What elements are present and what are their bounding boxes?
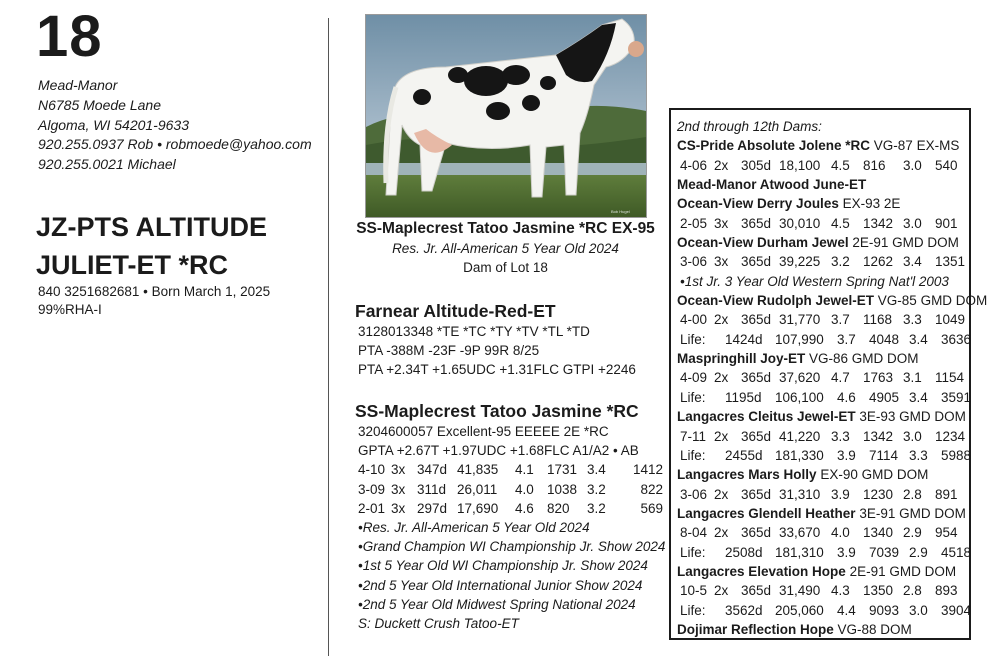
dam-record-row-cell: 3x: [391, 481, 406, 497]
dam-ancestor: [677, 136, 987, 155]
dam-ancestor-record-cell: 4-00: [680, 312, 708, 328]
dam-record-row-cell: 3.4: [587, 462, 606, 478]
dam-ancestor-record-cell: 4.5: [831, 157, 850, 173]
dam-record-row-cell: 297d: [417, 500, 448, 516]
dam-ancestor-record: [677, 485, 987, 504]
dam-ancestor-record: [677, 523, 987, 542]
dam-ancestor-lifetime: [677, 601, 987, 620]
dam-ancestor-record-cell: 3.4: [903, 254, 922, 270]
dam-ancestor-record-cell: 3.0: [903, 215, 922, 231]
dam-ancestor-lifetime: [677, 543, 987, 562]
dam-ancestor-lifetime-cell: 3636: [941, 331, 972, 347]
dam-ancestor-record-cell: 3.2: [831, 254, 850, 270]
dam-ancestor-record-cell: 3x: [714, 215, 729, 231]
dam-ancestor-lifetime-cell: 2.9: [909, 544, 928, 560]
dam-record-row-cell: 311d: [417, 481, 447, 497]
dam-ancestor-lifetime-cell: 3.9: [837, 447, 856, 463]
dam-ancestor-lifetime-cell: 4.4: [837, 602, 856, 618]
photo-caption-title: SS-Maplecrest Tatoo Jasmine *RC EX-95: [356, 220, 655, 237]
dam-ancestor-record-cell: 31,310: [779, 486, 821, 502]
dam-ancestor-record-cell: 1230: [863, 486, 894, 502]
dam-ancestor-record-cell: 10-5: [680, 583, 708, 599]
dam-ancestor: [677, 175, 987, 194]
dam-ancestor-record-cell: 3.9: [831, 486, 850, 502]
dam-record-row-cell: 569: [640, 500, 663, 516]
animal-name-line-2: JULIET-ET *RC: [36, 250, 229, 280]
dam-ancestor-record: [677, 252, 987, 271]
dam-ancestor-record-cell: 365d: [741, 486, 772, 502]
dam-ancestor-name: Mead-Manor Atwood June-ET: [677, 177, 867, 193]
dam-ancestor-record: [677, 581, 987, 600]
dam-ancestor-record-cell: 4.0: [831, 525, 850, 541]
dam-ancestor-record-cell: 31,770: [779, 312, 821, 328]
dams-header: 2nd through 12th Dams:: [677, 119, 822, 134]
dam-ancestor-record-cell: 4.5: [831, 215, 850, 231]
dam-ancestor-record-cell: 1342: [863, 215, 894, 231]
dam-ancestor-classification: VG-85 GMD DOM: [874, 293, 988, 309]
dam-record-row-cell: 4.6: [515, 500, 534, 516]
cow-photo-illustration: [366, 15, 646, 217]
dam-ancestor-record-cell: 365d: [741, 525, 772, 541]
dam-ancestor-lifetime: [677, 388, 987, 407]
dam-ancestor-record-cell: 4-09: [680, 370, 708, 386]
dam-ancestor-record-cell: 37,620: [779, 370, 821, 386]
dam-ancestor-lifetime-cell: 1424d: [725, 331, 763, 347]
dam-record-row-cell: 3x: [391, 462, 406, 478]
dam-ancestor-lifetime-cell: 3.7: [837, 331, 856, 347]
dam-ancestor-record-cell: 365d: [741, 583, 772, 599]
dam-record-row-cell: 4-10: [358, 462, 386, 478]
dam-detail-line: 3204600057 Excellent-95 EEEEE 2E *RC: [358, 424, 609, 439]
dam-ancestor-record-cell: 1234: [935, 428, 966, 444]
dam-ancestor-record-cell: 954: [935, 525, 958, 541]
dam-ancestor-lifetime-cell: 7039: [869, 544, 900, 560]
dam-ancestor-lifetime-cell: 107,990: [775, 331, 824, 347]
consignor-farm: Mead-Manor: [38, 77, 118, 93]
consignor-phone-email[interactable]: 920.255.0937 Rob • robmoede@yahoo.com: [38, 136, 312, 153]
dam-ancestor-record-cell: 3-06: [680, 254, 708, 270]
dam-record-row-cell: 3.2: [587, 500, 606, 516]
dam-ancestor-record-cell: 3.3: [831, 428, 850, 444]
sire-name: Farnear Altitude-Red-ET: [355, 301, 556, 321]
dam-ancestor-record-cell: 1763: [863, 370, 894, 386]
dam-ancestor-name: Maspringhill Joy-ET: [677, 351, 806, 367]
dam-record-row-cell: 1412: [632, 462, 663, 478]
sire-detail-line: PTA +2.34T +1.65UDC +1.31FLC GTPI +2246: [358, 362, 636, 378]
dam-ancestor-name: Langacres Mars Holly: [677, 467, 817, 483]
dam-ancestor-record-cell: 1154: [935, 370, 965, 386]
dam-ancestor-classification: 2E-91 GMD DOM: [848, 235, 959, 251]
dam-ancestor-record-cell: 3-06: [680, 486, 708, 502]
dam-ancestor: [677, 465, 987, 484]
dam-ancestor-lifetime-cell: 3.4: [909, 389, 928, 405]
dam-ancestor-name: Ocean-View Durham Jewel: [677, 235, 849, 251]
dam-sire: S: Duckett Crush Tatoo-ET: [358, 616, 519, 632]
dam-ancestor-lifetime-cell: Life:: [680, 602, 706, 618]
dam-ancestor-record-cell: 3.0: [903, 157, 922, 173]
dam-ancestor-lifetime-cell: 2455d: [725, 447, 763, 463]
dam-ancestor-record-cell: 2x: [714, 486, 729, 502]
dam-ancestor-record: [677, 310, 987, 329]
dam-ancestor-record-cell: 365d: [741, 428, 772, 444]
dam-record-row-cell: 1038: [547, 481, 578, 497]
dam-ancestor-record-cell: 41,220: [779, 428, 821, 444]
dam-record-row-cell: 3-09: [358, 481, 386, 497]
animal-name-line-1: JZ-PTS ALTITUDE: [36, 212, 267, 242]
dam-record-row-cell: 1731: [547, 462, 578, 478]
dam-ancestor-lifetime-cell: 205,060: [775, 602, 824, 618]
dam-ancestor-record-cell: 2x: [714, 525, 729, 541]
dam-ancestor-record-cell: 1049: [935, 312, 966, 328]
dam-ancestor-record-cell: 2x: [714, 312, 729, 328]
dam-ancestor-record-cell: 365d: [741, 254, 772, 270]
dam-ancestor-lifetime-cell: 3.0: [909, 602, 928, 618]
dams-pedigree-list: [677, 117, 987, 639]
dam-honor: •Res. Jr. All-American 5 Year Old 2024: [358, 520, 590, 536]
dam-honor: •1st 5 Year Old WI Championship Jr. Show 2024: [358, 558, 648, 574]
dam-ancestor-name: Langacres Cleitus Jewel-ET: [677, 409, 856, 425]
dam-ancestor-record-cell: 2x: [714, 370, 729, 386]
dam-ancestor-record-cell: 18,100: [779, 157, 821, 173]
dam-ancestor-lifetime-cell: 9093: [869, 602, 900, 618]
dam-ancestor-lifetime-cell: 3.4: [909, 331, 928, 347]
photo-caption-award: Res. Jr. All-American 5 Year Old 2024: [392, 241, 619, 256]
dam-ancestor-record: [677, 368, 987, 387]
dam-record-row: [358, 480, 665, 499]
photo-caption-dam-of: Dam of Lot 18: [463, 260, 548, 275]
dam-ancestor-lifetime-cell: 181,310: [775, 544, 824, 560]
dam-ancestor-record-cell: 33,670: [779, 525, 821, 541]
photographer-credit: Bob Hugel: [611, 209, 630, 214]
dam-ancestor-lifetime: [677, 446, 987, 465]
dam-ancestor-record: [677, 214, 987, 233]
dam-ancestor-lifetime-cell: 7114: [869, 447, 899, 463]
dam-ancestor-lifetime-cell: 4.6: [837, 389, 856, 405]
dam-ancestor-record-cell: 365d: [741, 215, 772, 231]
dam-ancestor-lifetime-cell: 4518: [941, 544, 972, 560]
dam-ancestor-lifetime: [677, 330, 987, 349]
sire-block: [355, 300, 636, 380]
dam-block: [355, 400, 665, 633]
dam-ancestor-record-cell: 4.7: [831, 370, 850, 386]
consignor-address: [38, 76, 312, 175]
dam-record-row-cell: 820: [547, 500, 570, 516]
dam-ancestor-lifetime-cell: Life:: [680, 331, 706, 347]
dam-ancestor-record-cell: 891: [935, 486, 958, 502]
dam-ancestor-classification: VG-86 GMD DOM: [805, 351, 919, 367]
dam-ancestor-record-cell: 3.1: [903, 370, 922, 386]
sire-details: [358, 322, 636, 380]
dam-record-row-cell: 4.0: [515, 481, 534, 497]
dam-ancestor-record: [677, 156, 987, 175]
dam-ancestor-classification: EX-93 2E: [838, 196, 901, 212]
dam-ancestor-record-cell: 2x: [714, 157, 729, 173]
dam-ancestor: [677, 407, 987, 426]
dam-ancestor-lifetime-cell: 3562d: [725, 602, 763, 618]
sire-detail-line: 3128013348 *TE *TC *TY *TV *TL *TD: [358, 324, 590, 339]
dam-ancestor-lifetime-cell: Life:: [680, 544, 706, 560]
dam-ancestor-record-cell: 1168: [863, 312, 893, 328]
dam-record-row-cell: 17,690: [457, 500, 499, 516]
dam-ancestor-record-cell: 2x: [714, 428, 729, 444]
dam-ancestor-lifetime-cell: 181,330: [775, 447, 824, 463]
dam-ancestor-name: CS-Pride Absolute Jolene *RC: [677, 138, 871, 154]
consignor-phone-2: 920.255.0021 Michael: [38, 156, 176, 173]
dam-ancestor-lifetime-cell: 3591: [941, 389, 972, 405]
dam-name: SS-Maplecrest Tatoo Jasmine *RC: [355, 401, 639, 421]
dam-ancestor-record-cell: 540: [935, 157, 958, 173]
dam-ancestor-record-cell: 2x: [714, 583, 729, 599]
dam-ancestor-classification: 3E-93 GMD DOM: [855, 409, 966, 425]
dam-photo: [365, 14, 647, 218]
dam-ancestor-record-cell: 365d: [741, 312, 772, 328]
dam-ancestor-record-cell: 3.0: [903, 428, 922, 444]
dam-ancestor-name: Langacres Elevation Hope: [677, 563, 846, 579]
animal-id-birthdate: 840 3251682681 • Born March 1, 2025: [38, 284, 271, 299]
animal-rha: 99%RHA-I: [38, 302, 102, 317]
dam-ancestor-classification: EX-90 GMD DOM: [816, 467, 929, 483]
photo-caption: [349, 219, 662, 277]
dam-ancestor: [677, 194, 987, 213]
dam-ancestor-record-cell: 365d: [741, 370, 772, 386]
dam-ancestor-record-cell: 8-04: [680, 525, 708, 541]
dam-record-row-cell: 3.2: [587, 481, 606, 497]
dam-record-row-cell: 347d: [417, 462, 448, 478]
dam-ancestor-classification: VG-88 DOM: [833, 621, 912, 637]
dam-ancestor-record-cell: 816: [863, 157, 886, 173]
dams-pedigree-box: [669, 108, 988, 640]
dam-ancestor-record-cell: 1351: [935, 254, 966, 270]
dam-ancestor-record-cell: 1342: [863, 428, 894, 444]
dam-record-row-cell: 2-01: [358, 500, 386, 516]
dam-ancestor-record-cell: 2.9: [903, 525, 922, 541]
dam-ancestor-record-cell: 2.8: [903, 583, 922, 599]
dam-ancestor-name: Dojimar Reflection Hope: [677, 621, 834, 637]
dam-honor: •2nd 5 Year Old International Junior Show 2024: [358, 577, 643, 593]
dam-ancestor-lifetime-cell: Life:: [680, 389, 706, 405]
dam-ancestor-record-cell: 901: [935, 215, 958, 231]
dam-ancestor-record-cell: 1262: [863, 254, 894, 270]
dam-record-row-cell: 822: [640, 481, 663, 497]
dam-ancestor-lifetime-cell: 3904: [941, 602, 972, 618]
dam-ancestor-record-cell: 4.3: [831, 583, 850, 599]
dam-ancestor-record-cell: 2-05: [680, 215, 708, 231]
dam-ancestor-name: Ocean-View Rudolph Jewel-ET: [677, 293, 875, 309]
dam-ancestor-record-cell: 1350: [863, 583, 894, 599]
sire-detail-line: PTA -388M -23F -9P 99R 8/25: [358, 343, 540, 359]
dam-ancestor-lifetime-cell: 1195d: [725, 389, 762, 405]
dam-ancestor-classification: 2E-91 GMD DOM: [845, 563, 957, 579]
dam-record-row-cell: 26,011: [457, 481, 498, 497]
dam-ancestor: [677, 233, 987, 252]
dam-ancestor: [677, 620, 987, 639]
lot-number: 18: [36, 4, 103, 69]
dam-ancestor-lifetime-cell: 106,100: [775, 389, 824, 405]
dam-ancestor: [677, 291, 987, 310]
dam-ancestor-lifetime-cell: 4048: [869, 331, 900, 347]
dam-ancestor-lifetime-cell: 5988: [941, 447, 972, 463]
dam-ancestor: [677, 349, 987, 368]
dam-ancestor-classification: VG-87 EX-MS: [870, 138, 960, 154]
dam-ancestor-record-cell: 31,490: [779, 583, 821, 599]
dam-honor: •2nd 5 Year Old Midwest Spring National 2024: [358, 596, 636, 612]
column-divider: [328, 18, 329, 656]
dam-detail-line: GPTA +2.67T +1.97UDC +1.68FLC A1/A2 • AB: [358, 443, 639, 459]
dam-ancestor-record-cell: 3.7: [831, 312, 850, 328]
dam-ancestor-record-cell: 2.8: [903, 486, 922, 502]
dam-honor: •Grand Champion WI Championship Jr. Show 2024: [358, 539, 666, 555]
dam-ancestor-lifetime-cell: 3.9: [837, 544, 856, 560]
dam-ancestor-record-cell: 30,010: [779, 215, 821, 231]
dam-ancestor-record-cell: 3x: [714, 254, 729, 270]
dam-record-row: [358, 460, 665, 479]
dam-details: [358, 422, 665, 633]
dam-ancestor-record-cell: 1340: [863, 525, 894, 541]
dam-ancestor-note: •1st Jr. 3 Year Old Western Spring Nat'l 2003: [680, 273, 949, 289]
dam-ancestor-record-cell: 39,225: [779, 254, 821, 270]
dam-ancestor: [677, 504, 987, 523]
dam-ancestor-record: [677, 427, 987, 446]
dam-record-row-cell: 4.1: [515, 462, 534, 478]
dam-ancestor-name: Langacres Glendell Heather: [677, 505, 856, 521]
dam-ancestor-classification: 3E-91 GMD DOM: [855, 505, 966, 521]
dam-ancestor-record-cell: 305d: [741, 157, 772, 173]
dam-ancestor-record-cell: 4-06: [680, 157, 708, 173]
consignor-street: N6785 Moede Lane: [38, 96, 161, 113]
dam-ancestor-name: Ocean-View Derry Joules: [677, 196, 839, 212]
dam-ancestor: [677, 562, 987, 581]
dam-ancestor-lifetime-cell: 2508d: [725, 544, 763, 560]
dam-ancestor-lifetime-cell: Life:: [680, 447, 706, 463]
dam-record-row: [358, 499, 665, 518]
dam-ancestor-lifetime-cell: 3.3: [909, 447, 928, 463]
dam-ancestor-record-cell: 893: [935, 583, 958, 599]
dam-ancestor-lifetime-cell: 4905: [869, 389, 900, 405]
consignor-city: Algoma, WI 54201-9633: [38, 116, 189, 133]
dam-record-row-cell: 3x: [391, 500, 406, 516]
dam-ancestor-record-cell: 3.3: [903, 312, 922, 328]
dam-record-row-cell: 41,835: [457, 462, 499, 478]
animal-name: [36, 208, 267, 284]
dam-ancestor-record-cell: 7-11: [680, 428, 707, 444]
